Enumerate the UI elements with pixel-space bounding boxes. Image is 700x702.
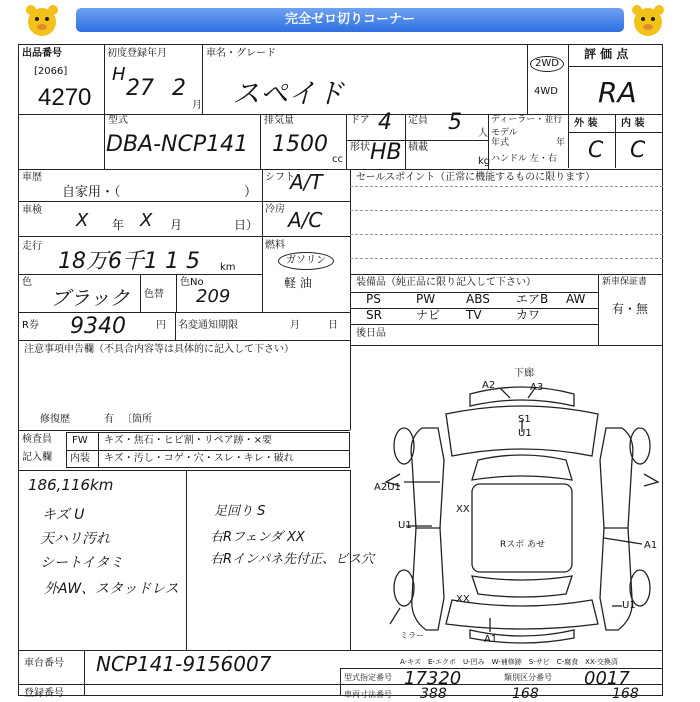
displacement-unit: cc	[332, 154, 343, 165]
car-label: 車名・グレード	[206, 48, 276, 59]
remark-4: 外AW、スタッドレス	[44, 581, 179, 597]
inspection-month-unit: 月	[170, 218, 183, 232]
registration-month-unit: 月	[192, 100, 202, 111]
recycle-label: 新車保証書	[602, 277, 648, 287]
history-label: 車歴	[22, 172, 42, 183]
dealer-line1: ディーラー・並行	[491, 115, 563, 125]
remark-2: 天ハリ汚れ	[40, 531, 110, 547]
sales-point-label: セールスポイント（正常に機能するものに限ります）	[356, 172, 596, 183]
bottom-sub: 車両寸法番号	[344, 690, 392, 699]
equipment-item-row2-3: TV	[466, 308, 482, 322]
mascot-right-icon	[628, 2, 668, 42]
diagram-rspot: Rスポ あせ	[500, 540, 546, 550]
doors-label: ドア	[350, 115, 370, 126]
remark-0: 186,116km	[28, 476, 114, 494]
cooler-value: A/C	[288, 208, 323, 232]
diagram-mirror: ミラー	[400, 631, 424, 640]
inspector-row2: キズ・汚し・コゲ・穴・スレ・キレ・破れ	[104, 453, 294, 464]
recycle-value: 有・無	[612, 302, 649, 316]
remark-1: キズ U	[42, 507, 85, 523]
dealer-line5: ハンドル 左・右	[491, 154, 557, 164]
bottom-label: 登録番号	[24, 688, 64, 699]
displacement-label: 排気量	[264, 115, 294, 126]
diagram-xx1: XX	[456, 504, 470, 515]
lot-code: [2066]	[34, 66, 68, 77]
shift-value: A/T	[290, 170, 323, 194]
lot-number: 4270	[38, 84, 92, 111]
registration-year: 27	[126, 76, 154, 101]
inspector-fw: FW	[72, 435, 88, 446]
color-change-label: 色替	[144, 289, 164, 300]
load-label: 積載	[408, 142, 428, 153]
remark-right-0: 足回り S	[214, 504, 266, 519]
equipment-item-row2-2: ナビ	[416, 308, 441, 322]
equipment-item-4: エアB	[516, 292, 549, 306]
r-ken-value: 9340	[70, 314, 126, 339]
exterior-value: C	[588, 138, 604, 163]
registration-era: H	[112, 64, 126, 85]
shift-label: シフト	[265, 172, 295, 183]
type-num-value2: 0017	[584, 668, 630, 689]
color-label: 色	[22, 277, 32, 288]
type-num-label1: 型式指定番号	[344, 673, 392, 682]
shape-value: HB	[370, 140, 402, 165]
inspection-year-unit: 年	[112, 218, 125, 232]
diagram-a3: A3	[530, 382, 544, 393]
fuel-gasoline: ガソリン	[278, 252, 334, 270]
equipment-item-1: PS	[366, 292, 381, 306]
capacity-unit: 人	[478, 128, 488, 139]
capacity-value: 5	[448, 110, 462, 135]
exterior-label: 外 装	[574, 118, 598, 129]
registration-label: 初度登録年月	[107, 48, 167, 59]
remark-right-2: 右Rインパネ先付正、ビス穴	[210, 552, 375, 567]
diagram-xx2: XX	[456, 594, 470, 605]
mileage-value: 18万6千1 1 5	[58, 249, 200, 274]
grade-label: 評 価 点	[584, 47, 629, 61]
remark-3: シートイタミ	[40, 555, 124, 571]
grade-value: RA	[598, 76, 637, 109]
model-value: DBA-NCP141	[106, 132, 249, 157]
inspector-interior: 内装	[70, 453, 90, 464]
r-ken-unit: 円	[156, 320, 166, 331]
mileage-label: 走行	[22, 241, 42, 252]
name-change-day-unit: 日	[328, 320, 338, 331]
chassis-label: 車台番号	[24, 658, 64, 669]
interior-label: 内 装	[621, 118, 645, 129]
dealer-line2: モデル	[491, 128, 518, 138]
bottom-v1: 388	[420, 686, 447, 702]
history-value: 自家用・（	[62, 185, 121, 200]
notes-label: 注意事項申告欄（不具合内容等は具体的に記入して下さい）	[24, 344, 294, 355]
model-label: 型式	[108, 115, 128, 126]
equipment-label: 装備品（純正品に限り記入して下さい）	[356, 277, 536, 288]
drive-2wd: 2WD	[530, 56, 564, 72]
diagram-u1-left: U1	[398, 520, 412, 531]
inspection-day-unit: 日）	[234, 218, 259, 232]
repair-label: 修復歴	[40, 414, 70, 425]
name-change-month-unit: 月	[290, 320, 300, 331]
lot-label: 出品番号	[22, 48, 62, 59]
color-code-label: 色No	[180, 277, 204, 288]
equipment-item-3: ABS	[466, 292, 490, 306]
fuel-diesel: 軽 油	[284, 276, 312, 290]
diagram-a2u1: A2U1	[374, 482, 401, 493]
diagram-a1-bottom: A1	[484, 634, 498, 645]
inspection-year: X	[76, 210, 89, 231]
dealer-line4: 年	[556, 138, 566, 148]
chassis-value: NCP141-9156007	[96, 652, 272, 676]
color-code: 209	[196, 286, 231, 307]
type-num-label2: 類別区分番号	[504, 673, 552, 682]
dealer-line3: 年式	[491, 138, 510, 148]
type-num-value1: 17320	[404, 668, 462, 689]
mileage-unit: km	[220, 262, 236, 273]
inspector-row1: キズ・焦石・ヒビ割・リペア跡・×要	[104, 435, 272, 446]
repair-area-label: 〔箇所	[122, 414, 152, 425]
bottom-v3: 168	[612, 686, 639, 702]
car-diagram	[360, 368, 660, 648]
displacement-value: 1500	[272, 132, 328, 157]
remark-right-1: 右Rフェンダ XX	[210, 530, 305, 545]
doors-value: 4	[378, 110, 392, 135]
diagram-a1-right: A1	[644, 540, 658, 551]
diagram-legend: A-キズ E-エクボ U-凹み W-補修跡 S-サビ C-腐食 XX-交換済	[400, 658, 618, 666]
registration-month: 2	[172, 76, 186, 101]
load-unit: kg	[478, 156, 491, 167]
diagram-u1-right: U1	[622, 600, 636, 611]
history-close: ）	[244, 185, 258, 200]
diagram-s1: S1	[518, 414, 531, 425]
inspection-label: 車検	[22, 205, 42, 216]
inspector-label2: 記入欄	[22, 452, 52, 463]
inspector-label: 検査員	[22, 434, 52, 445]
inspection-month: X	[140, 210, 153, 231]
diagram-top: 下廊	[514, 368, 534, 379]
page-title: 完全ゼロ切りコーナー	[76, 8, 624, 32]
mascot-left-icon	[22, 2, 62, 42]
equipment-item-2: PW	[416, 292, 436, 306]
equipment-item-5: AW	[566, 292, 586, 306]
car-name: スペイド	[232, 77, 345, 110]
repair-value: 有	[104, 414, 114, 425]
cooler-label: 冷房	[265, 204, 285, 215]
equipment-item-row2-1: SR	[366, 308, 382, 322]
capacity-label: 定員	[408, 115, 428, 126]
equipment-item-row2-4: カワ	[516, 308, 541, 322]
shape-label: 形状	[350, 142, 370, 153]
fuel-label: 燃料	[265, 240, 285, 251]
rear-seat-label: 後日品	[356, 328, 386, 339]
interior-value: C	[630, 138, 646, 163]
diagram-a2: A2	[482, 380, 496, 391]
name-change-label: 名変通知期限	[178, 320, 238, 331]
bottom-v2: 168	[512, 686, 539, 702]
diagram-u1-top: U1	[518, 428, 532, 439]
drive-4wd: 4WD	[534, 86, 558, 97]
r-ken-label: R券	[22, 320, 39, 331]
color-value: ブラック	[50, 286, 130, 310]
